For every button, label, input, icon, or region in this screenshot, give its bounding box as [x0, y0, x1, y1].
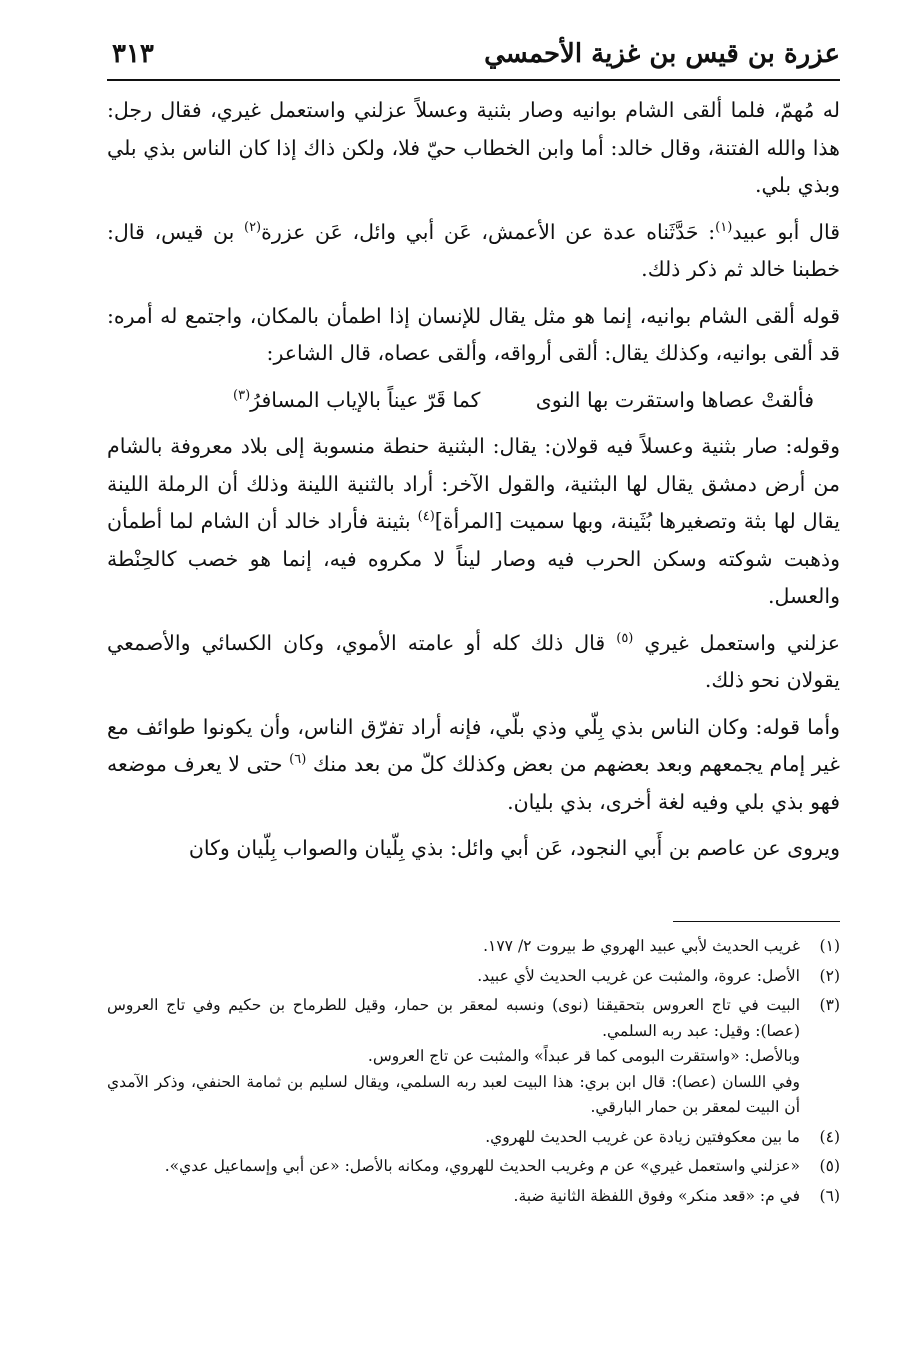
footnote-text	[107, 993, 800, 1121]
footnote-item	[107, 934, 840, 960]
paragraph	[107, 214, 840, 289]
footnote-ref: (٥)	[616, 630, 634, 646]
text-run: بثينة فأراد خالد أن الشام لما أطمأن وذهبت شوكته وسكن الحرب فيه وصار ليناً لا مكروه فيه، إنما هو خصب كالحِنْطة والعسل.	[107, 509, 840, 608]
footnote-number: (٢)	[819, 966, 840, 985]
paragraph	[107, 428, 840, 616]
footnote-line: غريب الحديث لأبي عبيد الهروي ط بيروت ٢/ ١٧٧.	[483, 937, 800, 955]
paragraph: قوله ألقى الشام بوانيه، إنما هو مثل يقال للإنسان إذا اطمأن بالمكان، واجتمع له أمره: قد ألقى بوانيه، وكذلك يقال: ألقى أرواقه، وألقى عصاه، قال الشاعر:	[107, 303, 840, 365]
footnote-line: الأصل: عروة، والمثبت عن غريب الحديث لأي عبيد.	[477, 966, 800, 985]
footnote-text	[107, 964, 800, 990]
footnote-text	[107, 1125, 800, 1151]
footnote-line: وفي اللسان (عصا): قال ابن بري: هذا البيت لعبد ربه السلمي، ويقال لسليم بن ثمامة الحنفي، وذكر الآمدي أن البيت لمعقر بن حمار البارقي.	[107, 1072, 800, 1116]
text-run: عزلني واستعمل غيري	[633, 630, 840, 655]
running-header	[112, 34, 840, 74]
footnote-number: (١)	[819, 937, 840, 955]
footnote-line: ما بين معكوفتين زيادة عن غريب الحديث للهروي.	[485, 1127, 800, 1146]
paragraph	[107, 709, 840, 822]
footnote-text	[107, 1184, 800, 1210]
poem-hemistich-first: فألقتْ عصاها واستقرت بها النوى	[535, 387, 814, 412]
paragraph	[107, 625, 840, 700]
footnote-line: وبالأصل: «واستقرت البومى كما قر عبداً» والمثبت عن تاج العروس.	[367, 1047, 800, 1065]
footnote-number: (٦)	[819, 1186, 840, 1205]
footnote-ref: (٦)	[289, 752, 307, 768]
footnote-ref: (٤)	[417, 509, 435, 525]
footnote-divider	[673, 921, 840, 922]
footnote-item	[107, 964, 840, 990]
footnote-text	[107, 934, 800, 960]
footnote-number: (٣)	[819, 996, 840, 1014]
text-run: بن قيس، قال: خطبنا خالد ثم ذكر ذلك.	[107, 219, 840, 281]
footnote-line: البيت في تاج العروس بتحقيقنا (نوى) ونسبه لمعقر بن حمار، وقيل للطرماح بن حكيم وفي تاج العروس (عصا): وقيل: عبد ربه السلمي.	[107, 996, 800, 1040]
main-text	[107, 92, 840, 877]
footnote-number: (٥)	[819, 1157, 840, 1175]
footnote-item	[107, 993, 840, 1121]
footnote-ref: (٣)	[233, 387, 251, 403]
paragraph: له مُهمّ، فلما ألقى الشام بوانيه وصار بثنية وعسلاً عزلني واستعمل غيري، فقال رجل: هذا والله الفتنة، وقال خالد: أما وابن الخطاب حيّ فلا، ولكن ذاك إذا كان الناس بذي بلي وبذي بلي.	[107, 98, 840, 197]
footnote-item	[107, 1125, 840, 1151]
text-run: كما قَرّ عيناً بالإياب المسافرُ	[250, 387, 481, 412]
footnote-line: «عزلني واستعمل غيري» عن م وغريب الحديث للهروي، ومكانه بالأصل: «عن أبي وإسماعيل عدي».	[164, 1157, 800, 1175]
footnote-text	[107, 1154, 800, 1180]
poem-verse	[107, 382, 840, 420]
text-run: : حَدَّثَناه عدة عن الأعمش، عَن أبي وائل، عَن عزرة	[261, 219, 716, 244]
header-divider	[107, 79, 840, 81]
page-number: ٣١٣	[112, 39, 154, 69]
footnote-line: في م: «قعد منكر» وفوق اللفظة الثانية ضبة.	[513, 1186, 800, 1205]
chapter-title: عزرة بن قيس بن غزية الأحمسي	[484, 39, 840, 69]
footnote-item	[107, 1184, 840, 1210]
text-run: وأما قوله: وكان الناس بذي بِلّي وذي بلّي، فإنه أراد تفرّق الناس، وأن يكونوا طوائف مع غير إمام يجمعهم وبعد بعضهم من بعض وكذلك كلّ من بعد منك	[107, 714, 841, 776]
text-run: وقوله: صار بثنية وعسلاً فيه قولان: يقال: البثنية حنطة منسوبة إلى بلاد معروفة بالشام من أرض دمشق يقال لها البثنية، والقول الآخر: أراد بالثنية اللينة وذلك أن الرملة اللينة يقال لها بثة وتصغيرها بُثَينة، وبها سميت [المرأة]	[107, 434, 840, 533]
footnote-number: (٤)	[819, 1127, 840, 1146]
footnote-ref: (٢)	[243, 219, 262, 235]
paragraph: ويروى عن عاصم بن أَبي النجود، عَن أبي وائل: بذي بِلّيان والصواب بِلّيان وكان	[188, 836, 840, 860]
text-run: قال ذلك كله أو عامته الأموي، وكان الكسائي والأصمعي يقولان نحو ذلك.	[107, 630, 840, 692]
text-run: حتى لا يعرف موضعه فهو بذي بلي وفيه لغة أخرى، بذي بليان.	[107, 752, 840, 814]
footnote-ref: (١)	[715, 219, 733, 235]
footnotes	[107, 934, 840, 1213]
poem-hemistich-second	[233, 382, 480, 420]
text-run: قال أبو عبيد	[732, 219, 840, 244]
footnote-item	[107, 1154, 840, 1180]
